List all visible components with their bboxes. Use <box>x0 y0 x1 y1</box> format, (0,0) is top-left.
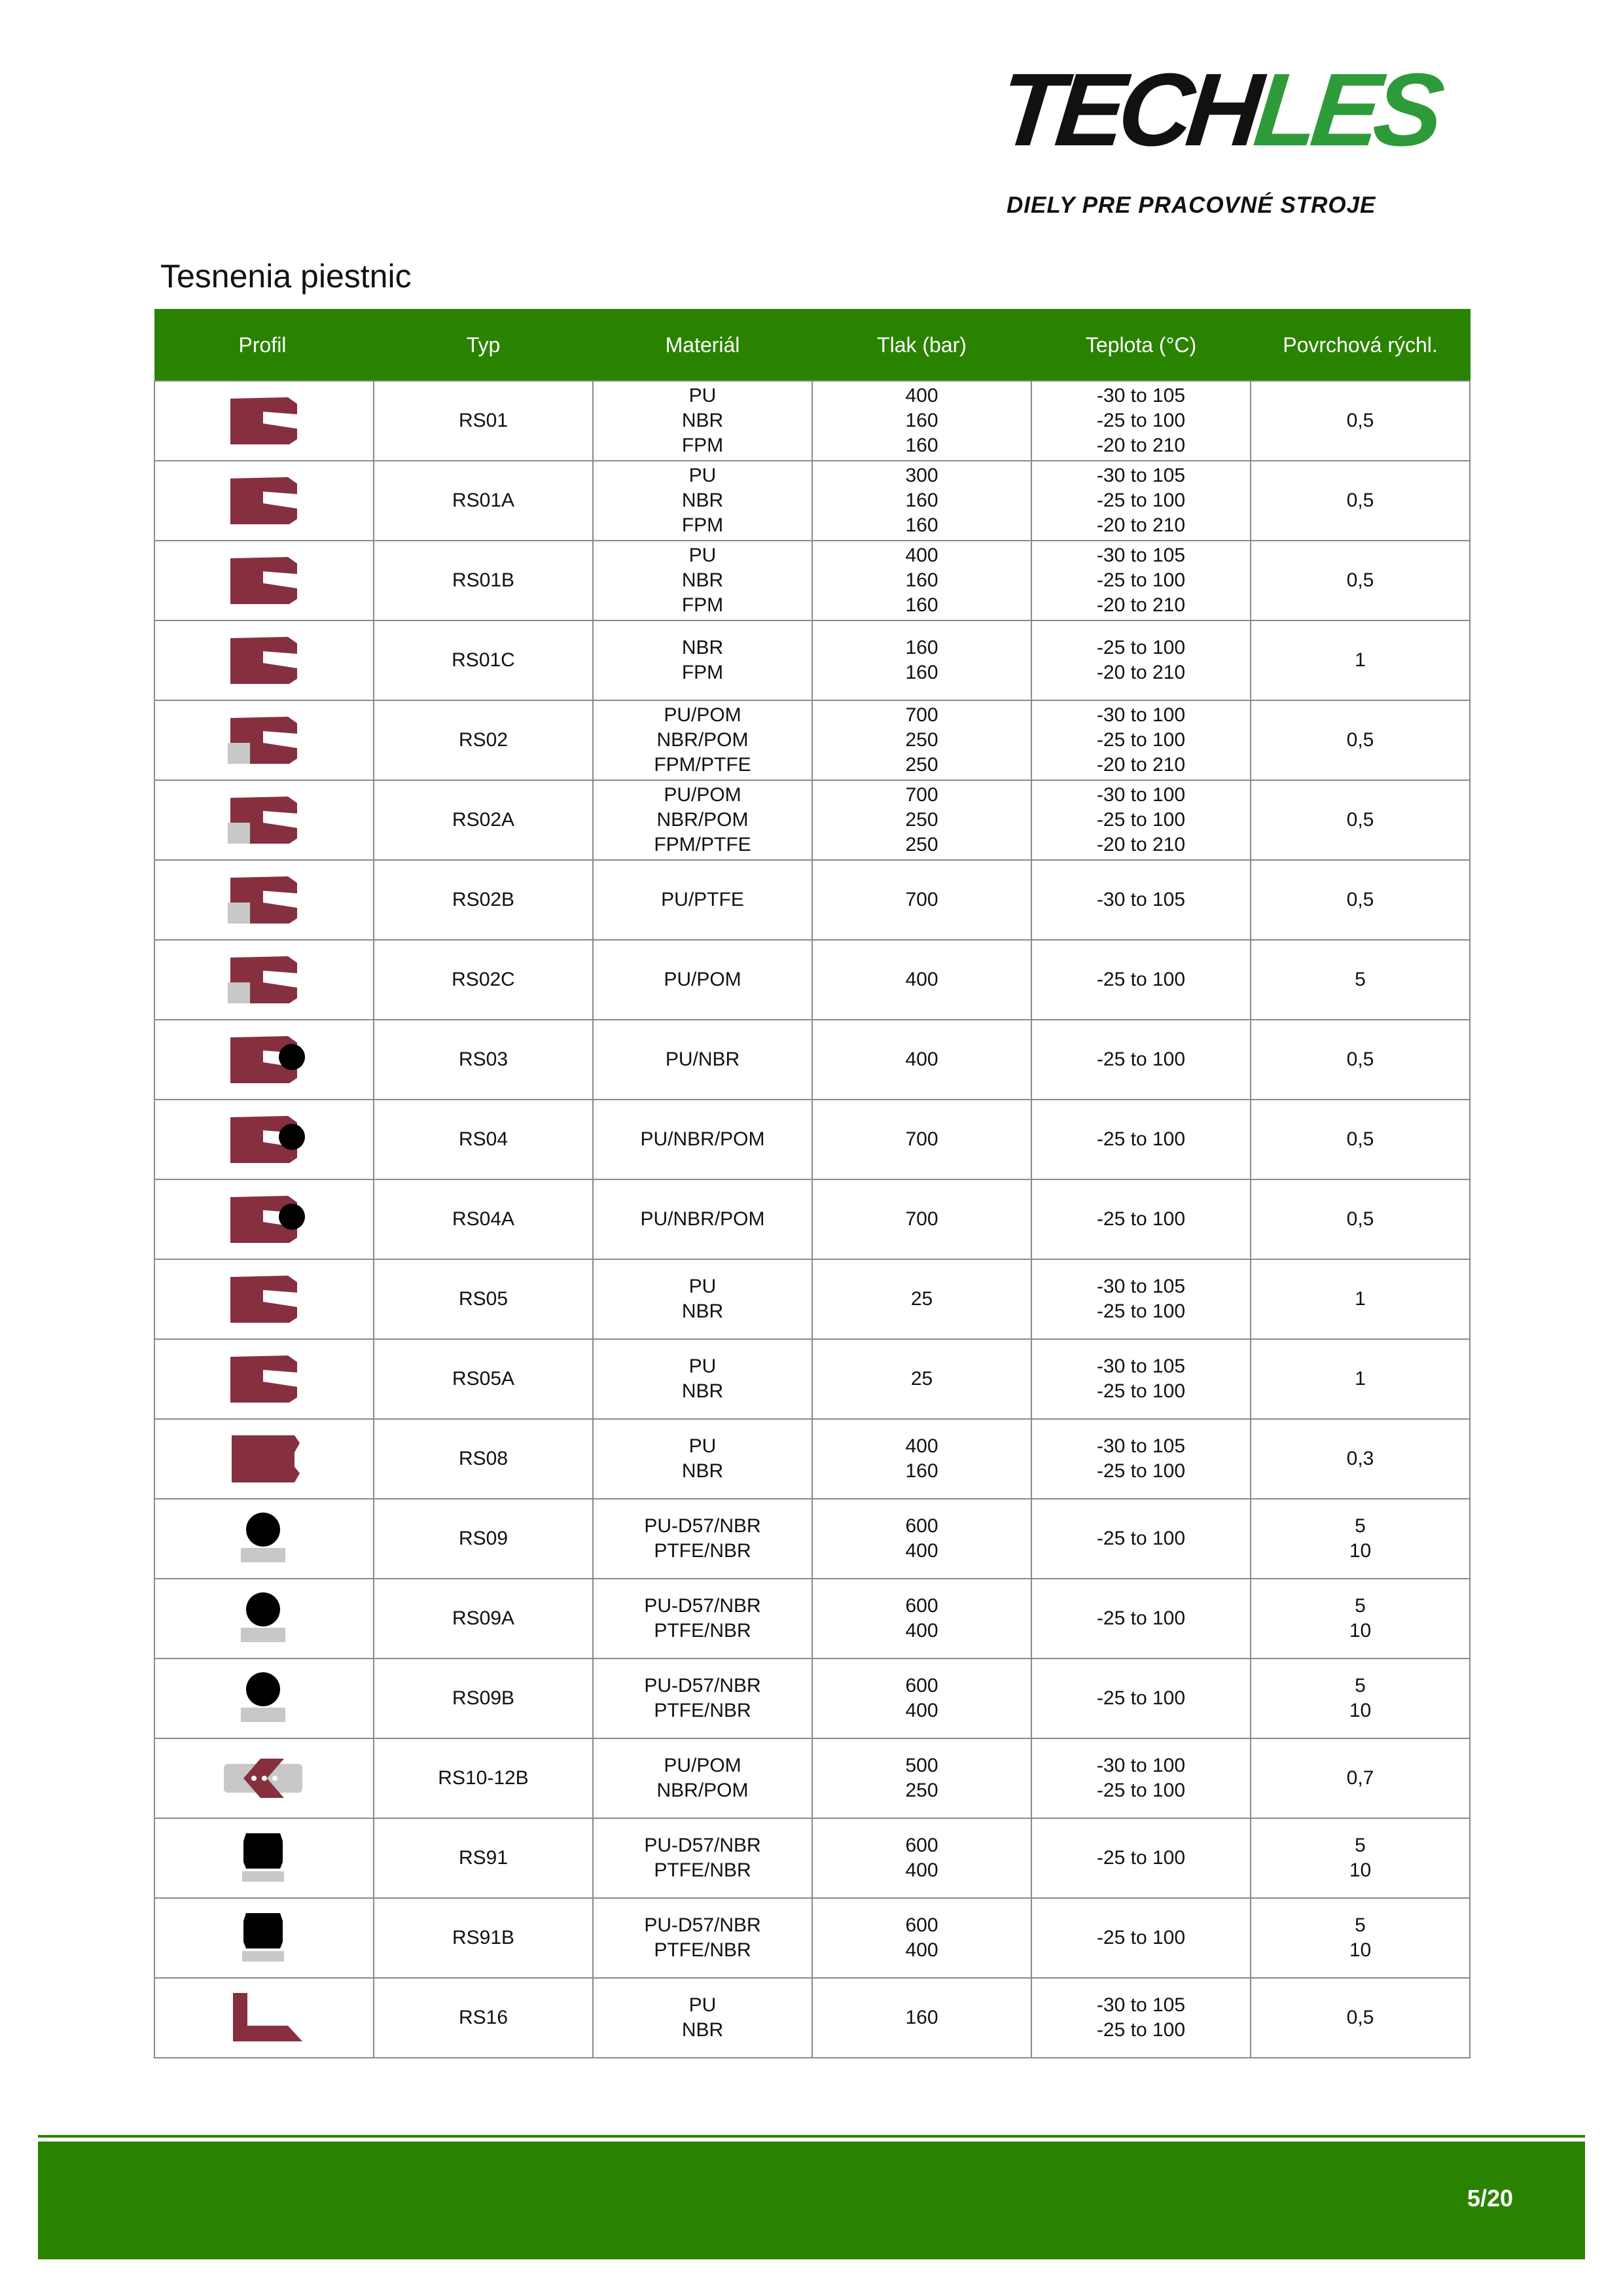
typ-cell: RS91 <box>374 1818 593 1898</box>
lip-seal-backup-profile <box>224 711 305 769</box>
teplota-cell: -30 to 105 -25 to 100 <box>1031 1419 1251 1499</box>
table-row <box>154 1259 1470 1339</box>
teplota-cell: -25 to 100 <box>1031 940 1251 1020</box>
l-seal-profile <box>224 1989 305 2047</box>
col-header-tlak: Tlak (bar) <box>812 310 1031 382</box>
table-row <box>154 1818 1470 1898</box>
logo-wordmark <box>993 52 1443 168</box>
chevron-set-profile <box>224 1749 305 1807</box>
rychlost-cell: 0,5 <box>1251 860 1470 940</box>
typ-cell: RS09A <box>374 1579 593 1659</box>
table-row <box>154 1978 1470 2058</box>
tlak-cell: 600 400 <box>812 1499 1031 1579</box>
table-row <box>154 1659 1470 1738</box>
teplota-cell: -25 to 100 <box>1031 1179 1251 1259</box>
teplota-cell: -30 to 105 -25 to 100 -20 to 210 <box>1031 541 1251 620</box>
table-row <box>154 1179 1470 1259</box>
rychlost-cell: 1 <box>1251 1339 1470 1419</box>
col-header-typ: Typ <box>374 310 593 382</box>
typ-cell: RS04A <box>374 1179 593 1259</box>
typ-cell: RS09B <box>374 1659 593 1738</box>
profile-cell <box>154 1898 374 1978</box>
tlak-cell: 160 160 <box>812 620 1031 700</box>
rychlost-cell: 0,5 <box>1251 1100 1470 1179</box>
quad-ring-step-seal-profile <box>224 1829 305 1887</box>
profile-cell <box>154 1579 374 1659</box>
rychlost-cell: 0,5 <box>1251 1978 1470 2058</box>
typ-cell: RS10-12B <box>374 1738 593 1818</box>
profile-cell <box>154 1978 374 2058</box>
rychlost-cell: 0,5 <box>1251 780 1470 860</box>
typ-cell: RS02A <box>374 780 593 860</box>
table-row <box>154 1339 1470 1419</box>
logo-part-tech: TECH <box>993 52 1262 168</box>
profile-cell <box>154 1499 374 1579</box>
rychlost-cell: 5 <box>1251 940 1470 1020</box>
material-cell: PU/POM NBR/POM <box>593 1738 812 1818</box>
page-number: 5/20 <box>1467 2185 1513 2212</box>
tlak-cell: 500 250 <box>812 1738 1031 1818</box>
tlak-cell: 700 250 250 <box>812 780 1031 860</box>
rychlost-cell: 0,5 <box>1251 1020 1470 1100</box>
teplota-cell: -25 to 100 <box>1031 1499 1251 1579</box>
profile-cell <box>154 1738 374 1818</box>
teplota-cell: -30 to 105 <box>1031 860 1251 940</box>
tlak-cell: 600 400 <box>812 1818 1031 1898</box>
profile-cell <box>154 461 374 541</box>
table-row <box>154 1419 1470 1499</box>
col-header-material: Materiál <box>593 310 812 382</box>
material-cell: PU NBR <box>593 1259 812 1339</box>
quad-ring-step-seal-profile <box>224 1909 305 1967</box>
teplota-cell: -25 to 100 -20 to 210 <box>1031 620 1251 700</box>
typ-cell: RS03 <box>374 1020 593 1100</box>
lip-seal-profile <box>224 1350 305 1408</box>
typ-cell: RS01C <box>374 620 593 700</box>
lip-seal-oring-profile <box>224 1111 305 1168</box>
profile-cell <box>154 1100 374 1179</box>
lip-seal-profile <box>224 472 305 529</box>
rychlost-cell: 0,5 <box>1251 381 1470 461</box>
profile-cell <box>154 620 374 700</box>
lip-seal-backup-profile <box>224 951 305 1009</box>
material-cell: PU/NBR/POM <box>593 1179 812 1259</box>
material-cell: PU NBR FPM <box>593 381 812 461</box>
oring-step-seal-profile <box>224 1590 305 1647</box>
tlak-cell: 600 400 <box>812 1579 1031 1659</box>
tlak-cell: 400 <box>812 1020 1031 1100</box>
rychlost-cell: 5 10 <box>1251 1659 1470 1738</box>
material-cell: PU/POM <box>593 940 812 1020</box>
rychlost-cell: 1 <box>1251 1259 1470 1339</box>
footer-bar <box>38 2142 1585 2259</box>
table-row <box>154 1738 1470 1818</box>
typ-cell: RS91B <box>374 1898 593 1978</box>
page-title: Tesnenia piestnic <box>160 258 412 295</box>
table-row <box>154 860 1470 940</box>
teplota-cell: -25 to 100 <box>1031 1898 1251 1978</box>
rychlost-cell: 0,5 <box>1251 700 1470 780</box>
table-row <box>154 1020 1470 1100</box>
material-cell: PU NBR FPM <box>593 461 812 541</box>
material-cell: PU/POM NBR/POM FPM/PTFE <box>593 700 812 780</box>
tlak-cell: 700 <box>812 860 1031 940</box>
material-cell: PU-D57/NBR PTFE/NBR <box>593 1499 812 1579</box>
teplota-cell: -30 to 105 -25 to 100 -20 to 210 <box>1031 461 1251 541</box>
tlak-cell: 600 400 <box>812 1898 1031 1978</box>
profile-cell <box>154 780 374 860</box>
profile-cell <box>154 1259 374 1339</box>
material-cell: PU/NBR/POM <box>593 1100 812 1179</box>
profile-cell <box>154 1419 374 1499</box>
rychlost-cell: 5 10 <box>1251 1579 1470 1659</box>
col-header-profil: Profil <box>154 310 374 382</box>
typ-cell: RS05A <box>374 1339 593 1419</box>
table-row <box>154 381 1470 461</box>
typ-cell: RS01 <box>374 381 593 461</box>
teplota-cell: -25 to 100 <box>1031 1659 1251 1738</box>
profile-cell <box>154 1818 374 1898</box>
profile-cell <box>154 700 374 780</box>
footer-divider <box>38 2135 1585 2138</box>
tlak-cell: 600 400 <box>812 1659 1031 1738</box>
material-cell: PU-D57/NBR PTFE/NBR <box>593 1898 812 1978</box>
typ-cell: RS05 <box>374 1259 593 1339</box>
material-cell: PU-D57/NBR PTFE/NBR <box>593 1659 812 1738</box>
material-cell: PU/PTFE <box>593 860 812 940</box>
material-cell: PU NBR <box>593 1978 812 2058</box>
profile-cell <box>154 860 374 940</box>
compact-seal-profile <box>224 1430 305 1488</box>
lip-seal-backup-profile <box>224 871 305 929</box>
typ-cell: RS04 <box>374 1100 593 1179</box>
material-cell: PU NBR <box>593 1419 812 1499</box>
material-cell: PU/NBR <box>593 1020 812 1100</box>
table-row <box>154 1579 1470 1659</box>
oring-step-seal-profile <box>224 1670 305 1727</box>
teplota-cell: -30 to 100 -25 to 100 <box>1031 1738 1251 1818</box>
table-row <box>154 1898 1470 1978</box>
oring-step-seal-profile <box>224 1510 305 1568</box>
col-header-teplota: Teplota (°C) <box>1031 310 1251 382</box>
table-row <box>154 940 1470 1020</box>
lip-seal-profile <box>224 1270 305 1328</box>
material-cell: PU/POM NBR/POM FPM/PTFE <box>593 780 812 860</box>
material-cell: PU NBR FPM <box>593 541 812 620</box>
profile-cell <box>154 1179 374 1259</box>
profile-cell <box>154 1339 374 1419</box>
typ-cell: RS02C <box>374 940 593 1020</box>
table-row <box>154 1100 1470 1179</box>
lip-seal-oring-profile <box>224 1191 305 1248</box>
logo-tagline: DIELY PRE PRACOVNÉ STROJE <box>1007 192 1376 218</box>
typ-cell: RS02B <box>374 860 593 940</box>
teplota-cell: -25 to 100 <box>1031 1020 1251 1100</box>
material-cell: PU NBR <box>593 1339 812 1419</box>
seals-table <box>154 309 1471 2058</box>
teplota-cell: -30 to 105 -25 to 100 <box>1031 1978 1251 2058</box>
table-header-row <box>154 310 1470 382</box>
rychlost-cell: 5 10 <box>1251 1818 1470 1898</box>
table-row <box>154 541 1470 620</box>
rychlost-cell: 0,7 <box>1251 1738 1470 1818</box>
lip-seal-oring-profile <box>224 1031 305 1088</box>
rychlost-cell: 0,5 <box>1251 541 1470 620</box>
teplota-cell: -25 to 100 <box>1031 1579 1251 1659</box>
table-row <box>154 461 1470 541</box>
rychlost-cell: 0,5 <box>1251 1179 1470 1259</box>
tlak-cell: 25 <box>812 1339 1031 1419</box>
rychlost-cell: 5 10 <box>1251 1499 1470 1579</box>
typ-cell: RS16 <box>374 1978 593 2058</box>
rychlost-cell: 5 10 <box>1251 1898 1470 1978</box>
typ-cell: RS02 <box>374 700 593 780</box>
lip-seal-backup-profile <box>224 791 305 849</box>
teplota-cell: -30 to 100 -25 to 100 -20 to 210 <box>1031 700 1251 780</box>
material-cell: NBR FPM <box>593 620 812 700</box>
teplota-cell: -25 to 100 <box>1031 1818 1251 1898</box>
lip-seal-profile <box>224 552 305 609</box>
tlak-cell: 400 160 <box>812 1419 1031 1499</box>
profile-cell <box>154 1020 374 1100</box>
material-cell: PU-D57/NBR PTFE/NBR <box>593 1579 812 1659</box>
typ-cell: RS08 <box>374 1419 593 1499</box>
profile-cell <box>154 541 374 620</box>
teplota-cell: -30 to 105 -25 to 100 -20 to 210 <box>1031 381 1251 461</box>
tlak-cell: 400 160 160 <box>812 541 1031 620</box>
table-row <box>154 1499 1470 1579</box>
tlak-cell: 700 <box>812 1100 1031 1179</box>
profile-cell <box>154 1659 374 1738</box>
techles-logo <box>993 52 1445 218</box>
tlak-cell: 25 <box>812 1259 1031 1339</box>
table-row <box>154 620 1470 700</box>
table-row <box>154 780 1470 860</box>
tlak-cell: 700 250 250 <box>812 700 1031 780</box>
tlak-cell: 400 160 160 <box>812 381 1031 461</box>
typ-cell: RS01B <box>374 541 593 620</box>
table-row <box>154 700 1470 780</box>
lip-seal-profile <box>224 392 305 450</box>
teplota-cell: -30 to 100 -25 to 100 -20 to 210 <box>1031 780 1251 860</box>
teplota-cell: -30 to 105 -25 to 100 <box>1031 1259 1251 1339</box>
tlak-cell: 300 160 160 <box>812 461 1031 541</box>
teplota-cell: -25 to 100 <box>1031 1100 1251 1179</box>
rychlost-cell: 1 <box>1251 620 1470 700</box>
typ-cell: RS01A <box>374 461 593 541</box>
tlak-cell: 160 <box>812 1978 1031 2058</box>
tlak-cell: 700 <box>812 1179 1031 1259</box>
profile-cell <box>154 381 374 461</box>
profile-cell <box>154 940 374 1020</box>
lip-seal-profile <box>224 632 305 689</box>
material-cell: PU-D57/NBR PTFE/NBR <box>593 1818 812 1898</box>
typ-cell: RS09 <box>374 1499 593 1579</box>
rychlost-cell: 0,5 <box>1251 461 1470 541</box>
logo-part-les: LES <box>1249 52 1443 168</box>
teplota-cell: -30 to 105 -25 to 100 <box>1031 1339 1251 1419</box>
col-header-rychlost: Povrchová rýchl. <box>1251 310 1470 382</box>
tlak-cell: 400 <box>812 940 1031 1020</box>
rychlost-cell: 0,3 <box>1251 1419 1470 1499</box>
